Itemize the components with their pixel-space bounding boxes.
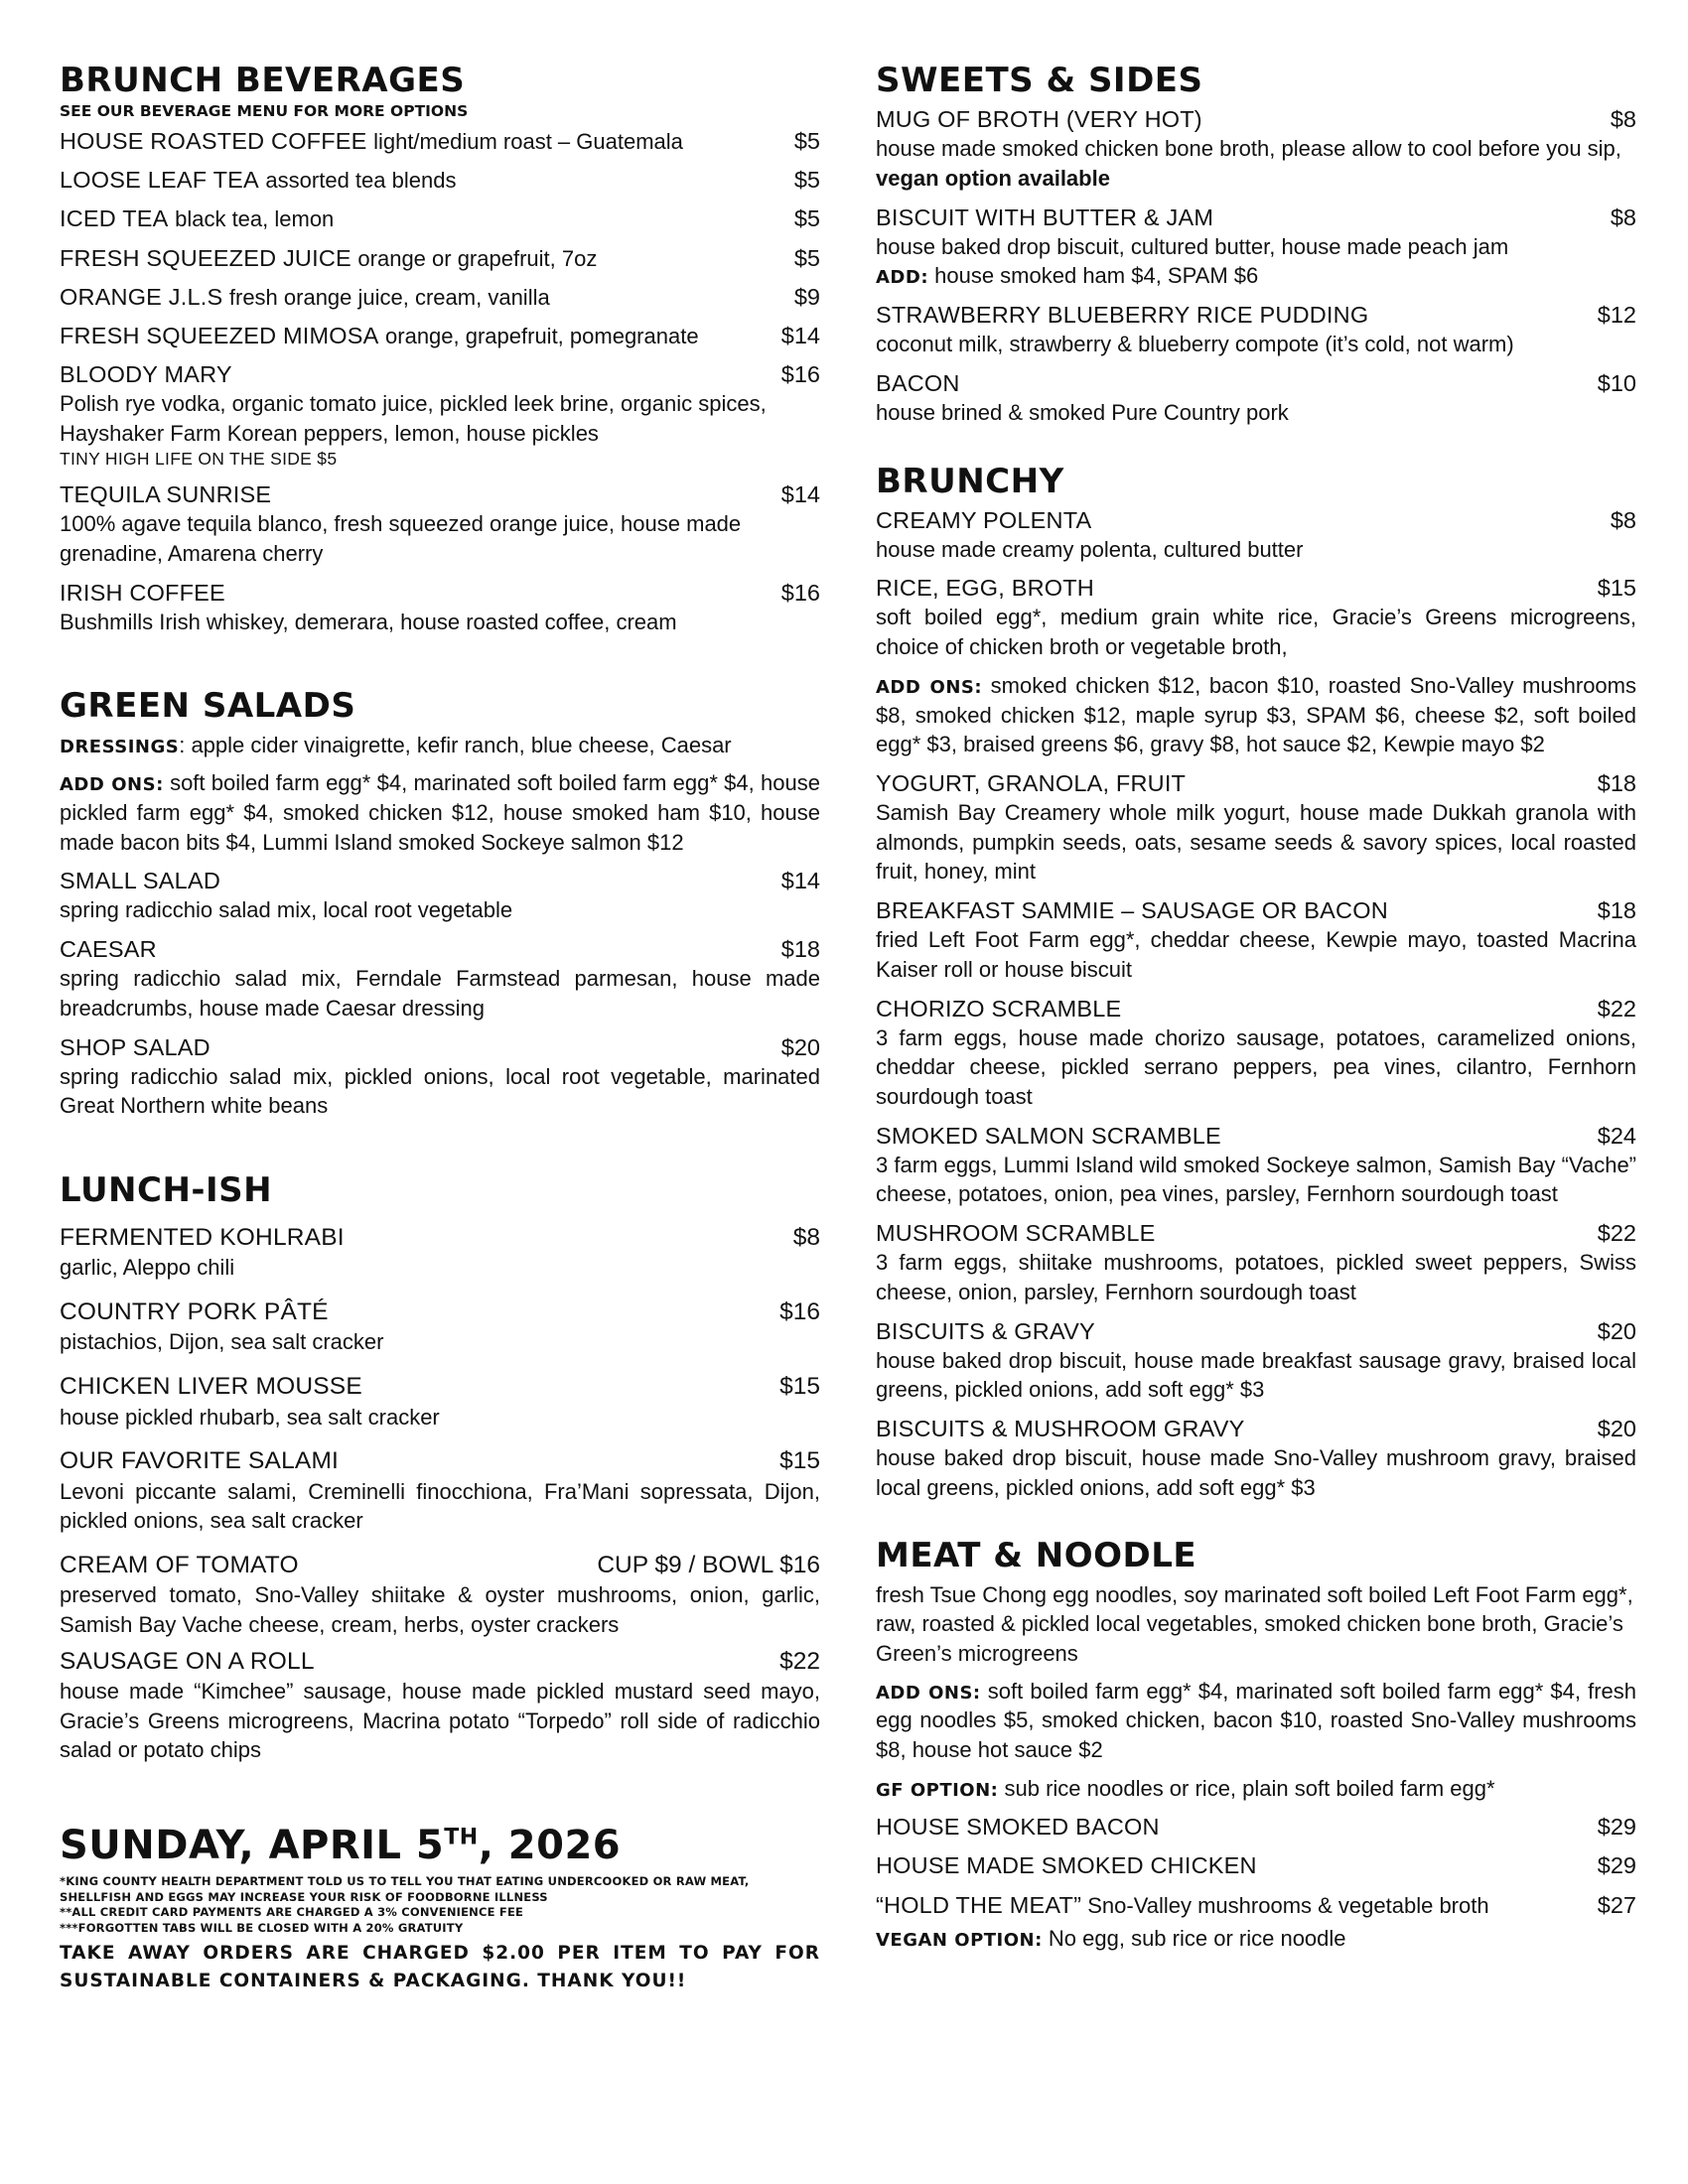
menu-item [60, 1222, 820, 1283]
item-name: BISCUITS & MUSHROOM GRAVY [876, 1416, 1245, 1441]
addons-text: soft boiled farm egg* $4, marinated soft boiled farm egg* $4, house pickled farm egg* $4, smoked chicken $12, house smoked ham $10, house made bacon bits $4, Lummi Island smoked Sockeye salmon $12 [60, 770, 820, 855]
menu-item [60, 866, 820, 925]
item-description: Samish Bay Creamery whole milk yogurt, house made Dukkah granola with almonds, pumpkin seeds, oats, sesame seeds & savory spices, local roasted fruit, honey, mint [876, 799, 1636, 885]
item-description: coconut milk, strawberry & blueberry compote (it’s cold, not warm) [876, 332, 1514, 357]
gf-option-label: GF OPTION: [876, 1779, 999, 1801]
menu-item-rice-egg-broth [876, 573, 1636, 661]
item-description: garlic, Aleppo chili [60, 1255, 235, 1281]
item-price: $5 [793, 244, 820, 271]
menu-item [876, 768, 1636, 887]
dressings-line [60, 731, 820, 760]
date-text: SUNDAY, APRIL 5 [60, 1823, 445, 1869]
item-description: soft boiled egg*, medium grain white rice, Gracie’s Greens microgreens, choice of chicken broth or vegetable broth, [876, 605, 1636, 660]
menu-item [876, 1218, 1636, 1306]
item-name: STRAWBERRY BLUEBERRY RICE PUDDING [876, 302, 1369, 328]
item-name: COUNTRY PORK PÂTÉ [60, 1298, 329, 1326]
addons-label: ADD ONS: [876, 676, 983, 698]
section-meat-noodle [876, 1537, 1636, 1953]
menu-item-hold-the-meat [876, 1890, 1636, 1920]
section-sweets-sides [876, 62, 1636, 428]
section-title: MEAT & NOODLE [876, 1536, 1197, 1576]
item-price: $12 [1597, 302, 1636, 328]
vegan-option-label: VEGAN OPTION: [876, 1929, 1043, 1951]
section-brunch-beverages [60, 62, 820, 636]
item-description: 3 farm eggs, house made chorizo sausage, potatoes, caramelized onions, cheddar cheese, pickled serrano peppers, pea vines, cilantro, Fernhorn sourdough toast [876, 1024, 1636, 1109]
addons-text: soft boiled farm egg* $4, marinated soft boiled farm egg* $4, fresh egg noodles $5, smoked chicken, bacon $10, roasted Sno-Valley mushrooms $8, house hot sauce $2 [876, 1678, 1637, 1762]
menu-item-polenta [876, 505, 1636, 565]
item-detail: fresh orange juice, cream, vanilla [228, 284, 550, 310]
menu-item [876, 1121, 1636, 1209]
menu-item-biscuit [876, 203, 1636, 291]
add-line [876, 261, 1636, 291]
item-description: house pickled rhubarb, sea salt cracker [60, 1404, 440, 1430]
item-description: house brined & smoked Pure Country pork [876, 399, 1289, 425]
menu-item [60, 1297, 820, 1357]
item-description: house baked drop biscuit, cultured butter, house made peach jam [876, 233, 1509, 259]
section-title: GREEN SALADS [60, 686, 356, 727]
item-detail: orange, grapefruit, pomegranate [385, 323, 699, 348]
section-title: BRUNCH BEVERAGES [60, 61, 466, 100]
section-title: SWEETS & SIDES [876, 61, 1203, 100]
item-name: HOUSE ROASTED COFFEE [60, 128, 367, 155]
right-column [876, 62, 1636, 1962]
item-name: FRESH SQUEEZED JUICE [60, 244, 352, 271]
item-name: SMOKED SALMON SCRAMBLE [876, 1122, 1221, 1149]
item-price: $5 [793, 205, 820, 232]
item-name: CREAM OF TOMATO [60, 1551, 299, 1578]
item-price: $29 [1597, 1814, 1636, 1841]
item-price: $16 [780, 579, 820, 606]
item-name: RICE, EGG, BROTH [876, 575, 1094, 602]
item-price: $9 [793, 283, 820, 310]
item-price: $5 [793, 167, 820, 194]
vegan-note: vegan option available [876, 165, 1110, 191]
item-detail: light/medium roast – Guatemala [373, 129, 683, 155]
footer [60, 1823, 820, 1995]
item-name: CHORIZO SCRAMBLE [876, 995, 1122, 1022]
menu-item [60, 1550, 820, 1640]
item-description: fried Left Foot Farm egg*, cheddar cheese, Kewpie mayo, toasted Macrina Kaiser roll or house biscuit [876, 927, 1636, 982]
item-name: IRISH COFFEE [60, 579, 225, 606]
menu-item [60, 1646, 820, 1765]
vegan-option-line [876, 1924, 1636, 1954]
date-suffix: TH [444, 1825, 479, 1850]
menu-item [876, 895, 1636, 984]
menu-item-irish-coffee [60, 578, 820, 637]
item-name: TEQUILA SUNRISE [60, 481, 272, 508]
item-description: Bushmills Irish whiskey, demerara, house roasted coffee, cream [60, 609, 677, 634]
item-price: $14 [780, 481, 820, 508]
item-price: $24 [1597, 1122, 1636, 1149]
item-description: spring radicchio salad mix, pickled onions, local root vegetable, marinated Great Northern white beans [60, 1063, 820, 1119]
addons-label: ADD ONS: [60, 774, 164, 796]
item-description: house made “Kimchee” sausage, house made pickled mustard seed mayo, Gracie’s Greens microgreens, Macrina potato “Torpedo” roll side of radicchio salad or potato chips [60, 1679, 820, 1763]
item-name: FRESH SQUEEZED MIMOSA [60, 322, 379, 348]
section-lunch-ish [60, 1171, 820, 1765]
section-title: LUNCH-ISH [60, 1169, 273, 1210]
date-year: , 2026 [478, 1823, 622, 1869]
item-price: $5 [793, 128, 820, 155]
section-green-salads [60, 687, 820, 1121]
item-note: TINY HIGH LIFE ON THE SIDE $5 [60, 449, 338, 470]
item-description: pistachios, Dijon, sea salt cracker [60, 1329, 384, 1355]
add-text: house smoked ham $4, SPAM $6 [928, 263, 1259, 289]
item-name: BREAKFAST SAMMIE – SAUSAGE OR BACON [876, 897, 1388, 924]
item-name: ICED TEA [60, 205, 169, 232]
addons-text: smoked chicken $12, bacon $10, roasted Sno-Valley mushrooms $8, smoked chicken $12, maple syrup $3, SPAM $6, cheese $2, soft boiled egg* $3, braised greens $6, gravy $8, hot sauce $2, Kewpie mayo $2 [876, 672, 1636, 757]
credit-card-fee-note: **ALL CREDIT CARD PAYMENTS ARE CHARGED A 3% CONVENIENCE FEE [60, 1905, 524, 1920]
desc-text: house made smoked chicken bone broth, please allow to cool before you sip, [876, 136, 1621, 162]
addons-line [876, 671, 1636, 759]
menu-item [876, 994, 1636, 1112]
item-price: $8 [1610, 204, 1636, 230]
item-name: FERMENTED KOHLRABI [60, 1224, 345, 1252]
item-price: $22 [779, 1647, 820, 1675]
item-price: $14 [780, 322, 820, 348]
item-name: MUG OF BROTH (VERY HOT) [876, 106, 1202, 133]
item-description: spring radicchio salad mix, Ferndale Farmstead parmesan, house made breadcrumbs, house made Caesar dressing [60, 966, 820, 1021]
addons-line [876, 1677, 1636, 1765]
section-title: BRUNCHY [876, 461, 1064, 501]
item-detail: assorted tea blends [265, 168, 457, 194]
item-description [876, 134, 1636, 193]
menu-item [876, 1850, 1636, 1880]
menu-item [60, 204, 820, 233]
item-price: $16 [779, 1298, 820, 1326]
item-detail: orange or grapefruit, 7oz [357, 245, 598, 271]
item-price: $10 [1597, 369, 1636, 396]
item-price: $14 [780, 868, 820, 894]
menu-item [60, 165, 820, 195]
section-brunchy [876, 463, 1636, 1503]
item-description: 3 farm eggs, Lummi Island wild smoked Sockeye salmon, Samish Bay “Vache” cheese, potatoes, onion, pea vines, parsley, Fernhorn sourdough toast [876, 1152, 1636, 1207]
item-description: house made creamy polenta, cultured butter [876, 536, 1304, 562]
menu-item [876, 1316, 1636, 1405]
item-detail: black tea, lemon [175, 206, 335, 232]
item-price: $8 [1610, 106, 1636, 133]
menu-item-broth [876, 104, 1636, 193]
section-description: fresh Tsue Chong egg noodles, soy marinated soft boiled Left Foot Farm egg*, raw, roasted & pickled local vegetables, smoked chicken bone broth, Gracie’s Green’s microgreens [876, 1581, 1633, 1666]
item-price: $22 [1597, 1220, 1636, 1247]
gf-option-text: sub rice noodles or rice, plain soft boiled farm egg* [998, 1775, 1495, 1801]
menu-item [876, 368, 1636, 428]
gf-option-line [876, 1774, 1636, 1804]
item-name: “HOLD THE MEAT” [876, 1891, 1082, 1918]
item-name: ORANGE J.L.S [60, 283, 223, 310]
item-name: OUR FAVORITE SALAMI [60, 1447, 340, 1475]
health-warning: *KING COUNTY HEALTH DEPARTMENT TOLD US TO TELL YOU THAT EATING UNDERCOOKED OR RAW MEAT, SHELLFISH AND EGGS MAY INCREASE YOUR RISK OF FOODBORNE ILLNESS [60, 1874, 750, 1904]
item-name: SHOP SALAD [60, 1033, 211, 1060]
item-price: $20 [780, 1033, 820, 1060]
item-name: CREAMY POLENTA [876, 506, 1092, 533]
vegan-option-text: No egg, sub rice or rice noodle [1042, 1925, 1346, 1951]
item-price: $18 [1597, 769, 1636, 796]
item-price: $29 [1597, 1852, 1636, 1879]
item-name: BLOODY MARY [60, 361, 232, 388]
item-price: $15 [779, 1373, 820, 1401]
takeaway-note: TAKE AWAY ORDERS ARE CHARGED $2.00 PER ITEM TO PAY FOR SUSTAINABLE CONTAINERS & PACKAGING. THANK YOU!! [60, 1943, 820, 1991]
item-price: $20 [1597, 1317, 1636, 1344]
item-name: HOUSE MADE SMOKED CHICKEN [876, 1852, 1257, 1879]
menu-item [60, 1445, 820, 1536]
item-price: $18 [1597, 897, 1636, 924]
left-column [60, 62, 820, 1995]
menu-item [60, 934, 820, 1023]
menu-item [60, 243, 820, 273]
item-price: $22 [1597, 995, 1636, 1022]
menu-item [876, 300, 1636, 359]
item-name: MUSHROOM SCRAMBLE [876, 1220, 1156, 1247]
menu-item-tequila-sunrise [60, 479, 820, 568]
item-description: 100% agave tequila blanco, fresh squeezed orange juice, house made grenadine, Amarena cherry [60, 511, 742, 566]
addons-label: ADD ONS: [876, 1682, 981, 1704]
section-note: SEE OUR BEVERAGE MENU FOR MORE OPTIONS [60, 102, 469, 121]
menu-item [876, 1414, 1636, 1502]
item-name: CHICKEN LIVER MOUSSE [60, 1373, 362, 1401]
item-name: CAESAR [60, 936, 157, 963]
item-name: SAUSAGE ON A ROLL [60, 1647, 315, 1675]
menu-item-bloody-mary [60, 359, 820, 471]
menu-item [60, 321, 820, 350]
menu-item [876, 1812, 1636, 1842]
item-detail: Sno-Valley mushrooms & vegetable broth [1081, 1892, 1489, 1918]
menu-item [60, 1371, 820, 1432]
dressings-label: DRESSINGS [60, 736, 180, 757]
item-name: BISCUIT WITH BUTTER & JAM [876, 204, 1214, 230]
item-description: 3 farm eggs, shiitake mushrooms, potatoes, pickled sweet peppers, Swiss cheese, onion, parsley, Fernhorn sourdough toast [876, 1250, 1636, 1304]
item-description: Polish rye vodka, organic tomato juice, pickled leek brine, organic spices, Hayshaker Farm Korean peppers, lemon, house pickles [60, 391, 767, 446]
item-name: LOOSE LEAF TEA [60, 167, 259, 194]
item-description: spring radicchio salad mix, local root vegetable [60, 897, 513, 923]
item-price: $16 [780, 361, 820, 388]
item-description: Levoni piccante salami, Creminelli finocchiona, Fra’Mani sopressata, Dijon, pickled onions, sea salt cracker [60, 1478, 820, 1534]
item-name: YOGURT, GRANOLA, FRUIT [876, 769, 1187, 796]
item-name: HOUSE SMOKED BACON [876, 1814, 1160, 1841]
item-price: $18 [780, 936, 820, 963]
menu-item [60, 282, 820, 312]
item-price: $15 [779, 1447, 820, 1475]
item-price: $20 [1597, 1416, 1636, 1441]
item-price: $8 [1610, 506, 1636, 533]
add-label: ADD: [876, 267, 929, 289]
item-price: $27 [1597, 1891, 1636, 1918]
item-name: BACON [876, 369, 960, 396]
menu-date [60, 1823, 820, 1868]
dressings-text: : apple cider vinaigrette, kefir ranch, blue cheese, Caesar [179, 732, 732, 757]
item-name: BISCUITS & GRAVY [876, 1317, 1095, 1344]
menu-item [60, 126, 820, 156]
addons-line [60, 768, 820, 857]
item-price: CUP $9 / BOWL $16 [597, 1551, 820, 1578]
item-description: preserved tomato, Sno-Valley shiitake & oyster mushrooms, onion, garlic, Samish Bay Vache cheese, cream, herbs, oyster crackers [60, 1582, 820, 1637]
gratuity-note: ***FORGOTTEN TABS WILL BE CLOSED WITH A 20% GRATUITY [60, 1920, 464, 1935]
item-price: $15 [1597, 575, 1636, 602]
menu-item [60, 1032, 820, 1121]
item-description: house baked drop biscuit, house made breakfast sausage gravy, braised local greens, pickled onions, add soft egg* $3 [876, 1347, 1636, 1403]
item-name: SMALL SALAD [60, 868, 220, 894]
item-price: $8 [792, 1224, 820, 1252]
item-description: house baked drop biscuit, house made Sno-Valley mushroom gravy, braised local greens, pickled onions, add soft egg* $3 [876, 1445, 1636, 1500]
